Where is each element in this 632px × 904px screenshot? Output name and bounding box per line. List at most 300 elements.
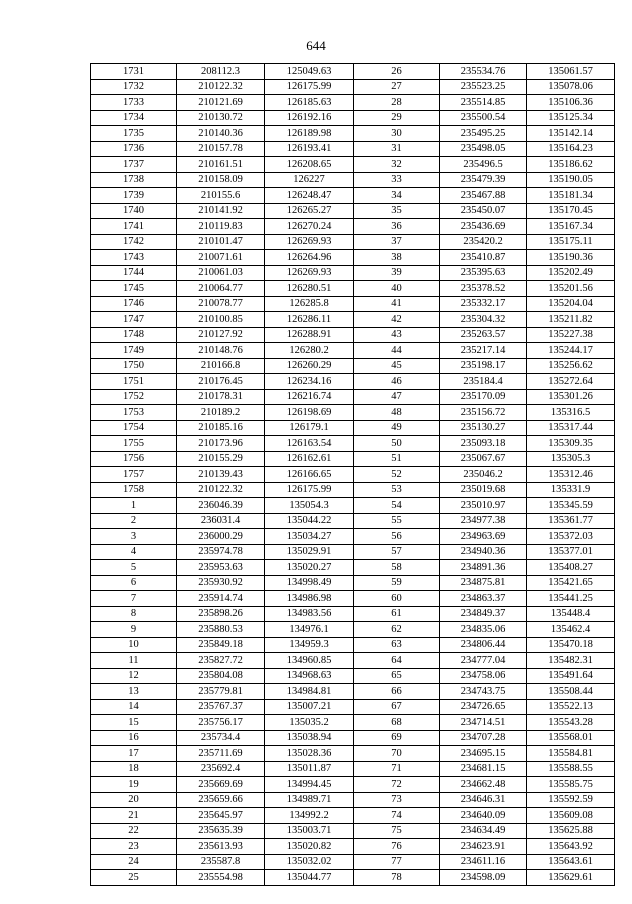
point-number-cell: 64 xyxy=(354,653,440,669)
point-number-cell: 56 xyxy=(354,529,440,545)
table-row xyxy=(91,699,615,715)
point-number-cell: 27 xyxy=(354,79,440,95)
table-row xyxy=(91,684,615,700)
x-coordinate-cell: 234598.09 xyxy=(440,870,527,886)
y-coordinate-cell: 135125.34 xyxy=(527,110,615,126)
x-coordinate-cell: 234640.09 xyxy=(440,808,527,824)
point-number-cell: 1754 xyxy=(91,420,177,436)
y-coordinate-cell: 126163.54 xyxy=(265,436,354,452)
point-number-cell: 78 xyxy=(354,870,440,886)
table-row xyxy=(91,839,615,855)
x-coordinate-cell: 234707.28 xyxy=(440,730,527,746)
table-row xyxy=(91,761,615,777)
x-coordinate-cell: 208112.3 xyxy=(177,64,265,80)
table-row xyxy=(91,870,615,886)
x-coordinate-cell: 210061.03 xyxy=(177,265,265,281)
x-coordinate-cell: 235734.4 xyxy=(177,730,265,746)
y-coordinate-cell: 135186.62 xyxy=(527,157,615,173)
x-coordinate-cell: 234646.31 xyxy=(440,792,527,808)
y-coordinate-cell: 126198.69 xyxy=(265,405,354,421)
y-coordinate-cell: 126248.47 xyxy=(265,188,354,204)
y-coordinate-cell: 126288.91 xyxy=(265,327,354,343)
point-number-cell: 49 xyxy=(354,420,440,436)
y-coordinate-cell: 135028.36 xyxy=(265,746,354,762)
y-coordinate-cell: 135543.28 xyxy=(527,715,615,731)
point-number-cell: 41 xyxy=(354,296,440,312)
point-number-cell: 77 xyxy=(354,854,440,870)
point-number-cell: 8 xyxy=(91,606,177,622)
x-coordinate-cell: 236031.4 xyxy=(177,513,265,529)
point-number-cell: 1731 xyxy=(91,64,177,80)
x-coordinate-cell: 234743.75 xyxy=(440,684,527,700)
x-coordinate-cell: 236046.39 xyxy=(177,498,265,514)
x-coordinate-cell: 210127.92 xyxy=(177,327,265,343)
x-coordinate-cell: 236000.29 xyxy=(177,529,265,545)
point-number-cell: 75 xyxy=(354,823,440,839)
point-number-cell: 18 xyxy=(91,761,177,777)
point-number-cell: 69 xyxy=(354,730,440,746)
table-row xyxy=(91,126,615,142)
x-coordinate-cell: 235554.98 xyxy=(177,870,265,886)
point-number-cell: 1750 xyxy=(91,358,177,374)
y-coordinate-cell: 135020.27 xyxy=(265,560,354,576)
y-coordinate-cell: 135003.71 xyxy=(265,823,354,839)
table-row xyxy=(91,808,615,824)
x-coordinate-cell: 210157.78 xyxy=(177,141,265,157)
table-row xyxy=(91,560,615,576)
table-row xyxy=(91,374,615,390)
table-row xyxy=(91,591,615,607)
x-coordinate-cell: 235420.2 xyxy=(440,234,527,250)
point-number-cell: 1732 xyxy=(91,79,177,95)
x-coordinate-cell: 235496.5 xyxy=(440,157,527,173)
point-number-cell: 1736 xyxy=(91,141,177,157)
table-row xyxy=(91,219,615,235)
y-coordinate-cell: 135244.17 xyxy=(527,343,615,359)
x-coordinate-cell: 210139.43 xyxy=(177,467,265,483)
point-number-cell: 62 xyxy=(354,622,440,638)
y-coordinate-cell: 135584.81 xyxy=(527,746,615,762)
y-coordinate-cell: 126265.27 xyxy=(265,203,354,219)
y-coordinate-cell: 135164.23 xyxy=(527,141,615,157)
x-coordinate-cell: 235479.39 xyxy=(440,172,527,188)
point-number-cell: 59 xyxy=(354,575,440,591)
point-number-cell: 32 xyxy=(354,157,440,173)
y-coordinate-cell: 135491.64 xyxy=(527,668,615,684)
table-row xyxy=(91,95,615,111)
x-coordinate-cell: 235974.78 xyxy=(177,544,265,560)
x-coordinate-cell: 234777.04 xyxy=(440,653,527,669)
x-coordinate-cell: 235914.74 xyxy=(177,591,265,607)
table-row xyxy=(91,467,615,483)
point-number-cell: 13 xyxy=(91,684,177,700)
y-coordinate-cell: 135202.49 xyxy=(527,265,615,281)
x-coordinate-cell: 210130.72 xyxy=(177,110,265,126)
point-number-cell: 16 xyxy=(91,730,177,746)
point-number-cell: 21 xyxy=(91,808,177,824)
x-coordinate-cell: 210122.32 xyxy=(177,482,265,498)
x-coordinate-cell: 235613.93 xyxy=(177,839,265,855)
y-coordinate-cell: 135305.3 xyxy=(527,451,615,467)
x-coordinate-cell: 210185.16 xyxy=(177,420,265,436)
point-number-cell: 31 xyxy=(354,141,440,157)
y-coordinate-cell: 126260.29 xyxy=(265,358,354,374)
point-number-cell: 1734 xyxy=(91,110,177,126)
point-number-cell: 29 xyxy=(354,110,440,126)
table-row xyxy=(91,451,615,467)
x-coordinate-cell: 235130.27 xyxy=(440,420,527,436)
point-number-cell: 68 xyxy=(354,715,440,731)
point-number-cell: 17 xyxy=(91,746,177,762)
point-number-cell: 1756 xyxy=(91,451,177,467)
point-number-cell: 67 xyxy=(354,699,440,715)
point-number-cell: 39 xyxy=(354,265,440,281)
y-coordinate-cell: 135011.87 xyxy=(265,761,354,777)
table-row xyxy=(91,637,615,653)
table-row xyxy=(91,312,615,328)
y-coordinate-cell: 126234.16 xyxy=(265,374,354,390)
point-number-cell: 33 xyxy=(354,172,440,188)
point-number-cell: 14 xyxy=(91,699,177,715)
x-coordinate-cell: 210121.69 xyxy=(177,95,265,111)
y-coordinate-cell: 125049.63 xyxy=(265,64,354,80)
y-coordinate-cell: 135522.13 xyxy=(527,699,615,715)
x-coordinate-cell: 234623.91 xyxy=(440,839,527,855)
y-coordinate-cell: 126216.74 xyxy=(265,389,354,405)
y-coordinate-cell: 134984.81 xyxy=(265,684,354,700)
x-coordinate-cell: 210161.51 xyxy=(177,157,265,173)
x-coordinate-cell: 210158.09 xyxy=(177,172,265,188)
x-coordinate-cell: 235898.26 xyxy=(177,606,265,622)
y-coordinate-cell: 135007.21 xyxy=(265,699,354,715)
x-coordinate-cell: 235587.8 xyxy=(177,854,265,870)
y-coordinate-cell: 134994.45 xyxy=(265,777,354,793)
point-number-cell: 26 xyxy=(354,64,440,80)
point-number-cell: 45 xyxy=(354,358,440,374)
y-coordinate-cell: 135588.55 xyxy=(527,761,615,777)
x-coordinate-cell: 235645.97 xyxy=(177,808,265,824)
x-coordinate-cell: 210189.2 xyxy=(177,405,265,421)
y-coordinate-cell: 135201.56 xyxy=(527,281,615,297)
x-coordinate-cell: 235467.88 xyxy=(440,188,527,204)
y-coordinate-cell: 135032.02 xyxy=(265,854,354,870)
x-coordinate-cell: 234849.37 xyxy=(440,606,527,622)
point-number-cell: 20 xyxy=(91,792,177,808)
point-number-cell: 1744 xyxy=(91,265,177,281)
y-coordinate-cell: 135038.94 xyxy=(265,730,354,746)
y-coordinate-cell: 135227.38 xyxy=(527,327,615,343)
x-coordinate-cell: 210071.61 xyxy=(177,250,265,266)
x-coordinate-cell: 235378.52 xyxy=(440,281,527,297)
x-coordinate-cell: 235767.37 xyxy=(177,699,265,715)
point-number-cell: 1735 xyxy=(91,126,177,142)
table-row xyxy=(91,157,615,173)
table-row xyxy=(91,777,615,793)
y-coordinate-cell: 126269.93 xyxy=(265,265,354,281)
table-row xyxy=(91,513,615,529)
y-coordinate-cell: 134989.71 xyxy=(265,792,354,808)
table-row xyxy=(91,203,615,219)
x-coordinate-cell: 235495.25 xyxy=(440,126,527,142)
table-row xyxy=(91,544,615,560)
x-coordinate-cell: 210064.77 xyxy=(177,281,265,297)
table-row xyxy=(91,498,615,514)
y-coordinate-cell: 135609.08 xyxy=(527,808,615,824)
y-coordinate-cell: 135592.59 xyxy=(527,792,615,808)
point-number-cell: 1748 xyxy=(91,327,177,343)
point-number-cell: 30 xyxy=(354,126,440,142)
x-coordinate-cell: 210155.29 xyxy=(177,451,265,467)
x-coordinate-cell: 234611.16 xyxy=(440,854,527,870)
point-number-cell: 1746 xyxy=(91,296,177,312)
y-coordinate-cell: 135181.34 xyxy=(527,188,615,204)
y-coordinate-cell: 135034.27 xyxy=(265,529,354,545)
y-coordinate-cell: 135316.5 xyxy=(527,405,615,421)
y-coordinate-cell: 134998.49 xyxy=(265,575,354,591)
y-coordinate-cell: 126175.99 xyxy=(265,482,354,498)
point-number-cell: 1752 xyxy=(91,389,177,405)
x-coordinate-cell: 235217.14 xyxy=(440,343,527,359)
x-coordinate-cell: 234806.44 xyxy=(440,637,527,653)
x-coordinate-cell: 235804.08 xyxy=(177,668,265,684)
point-number-cell: 1753 xyxy=(91,405,177,421)
x-coordinate-cell: 234891.36 xyxy=(440,560,527,576)
x-coordinate-cell: 235779.81 xyxy=(177,684,265,700)
x-coordinate-cell: 235046.2 xyxy=(440,467,527,483)
point-number-cell: 1742 xyxy=(91,234,177,250)
y-coordinate-cell: 135312.46 xyxy=(527,467,615,483)
y-coordinate-cell: 135345.59 xyxy=(527,498,615,514)
x-coordinate-cell: 235635.39 xyxy=(177,823,265,839)
y-coordinate-cell: 135448.4 xyxy=(527,606,615,622)
point-number-cell: 1 xyxy=(91,498,177,514)
x-coordinate-cell: 210100.85 xyxy=(177,312,265,328)
point-number-cell: 74 xyxy=(354,808,440,824)
y-coordinate-cell: 135361.77 xyxy=(527,513,615,529)
x-coordinate-cell: 210166.8 xyxy=(177,358,265,374)
x-coordinate-cell: 234695.15 xyxy=(440,746,527,762)
y-coordinate-cell: 126166.65 xyxy=(265,467,354,483)
y-coordinate-cell: 135508.44 xyxy=(527,684,615,700)
table-row xyxy=(91,327,615,343)
x-coordinate-cell: 210141.92 xyxy=(177,203,265,219)
table-row xyxy=(91,79,615,95)
x-coordinate-cell: 235711.69 xyxy=(177,746,265,762)
table-row xyxy=(91,792,615,808)
y-coordinate-cell: 135317.44 xyxy=(527,420,615,436)
x-coordinate-cell: 210119.83 xyxy=(177,219,265,235)
y-coordinate-cell: 134986.98 xyxy=(265,591,354,607)
point-number-cell: 1738 xyxy=(91,172,177,188)
y-coordinate-cell: 135629.61 xyxy=(527,870,615,886)
y-coordinate-cell: 126286.11 xyxy=(265,312,354,328)
x-coordinate-cell: 210173.96 xyxy=(177,436,265,452)
point-number-cell: 37 xyxy=(354,234,440,250)
y-coordinate-cell: 135441.25 xyxy=(527,591,615,607)
y-coordinate-cell: 135625.88 xyxy=(527,823,615,839)
x-coordinate-cell: 235184.4 xyxy=(440,374,527,390)
x-coordinate-cell: 210178.31 xyxy=(177,389,265,405)
table-row xyxy=(91,110,615,126)
point-number-cell: 19 xyxy=(91,777,177,793)
y-coordinate-cell: 126192.16 xyxy=(265,110,354,126)
x-coordinate-cell: 235067.67 xyxy=(440,451,527,467)
point-number-cell: 7 xyxy=(91,591,177,607)
y-coordinate-cell: 135462.4 xyxy=(527,622,615,638)
point-number-cell: 51 xyxy=(354,451,440,467)
x-coordinate-cell: 235395.63 xyxy=(440,265,527,281)
table-row xyxy=(91,405,615,421)
y-coordinate-cell: 135377.01 xyxy=(527,544,615,560)
point-number-cell: 12 xyxy=(91,668,177,684)
point-number-cell: 36 xyxy=(354,219,440,235)
point-number-cell: 23 xyxy=(91,839,177,855)
x-coordinate-cell: 210101.47 xyxy=(177,234,265,250)
point-number-cell: 1741 xyxy=(91,219,177,235)
y-coordinate-cell: 134959.3 xyxy=(265,637,354,653)
point-number-cell: 54 xyxy=(354,498,440,514)
y-coordinate-cell: 126208.65 xyxy=(265,157,354,173)
point-number-cell: 3 xyxy=(91,529,177,545)
x-coordinate-cell: 235669.69 xyxy=(177,777,265,793)
table-row xyxy=(91,343,615,359)
table-row xyxy=(91,854,615,870)
y-coordinate-cell: 126280.2 xyxy=(265,343,354,359)
y-coordinate-cell: 134992.2 xyxy=(265,808,354,824)
y-coordinate-cell: 135470.18 xyxy=(527,637,615,653)
table-row xyxy=(91,358,615,374)
point-number-cell: 1739 xyxy=(91,188,177,204)
x-coordinate-cell: 234863.37 xyxy=(440,591,527,607)
table-row xyxy=(91,296,615,312)
y-coordinate-cell: 135585.75 xyxy=(527,777,615,793)
point-number-cell: 52 xyxy=(354,467,440,483)
table-row xyxy=(91,653,615,669)
point-number-cell: 34 xyxy=(354,188,440,204)
x-coordinate-cell: 234681.15 xyxy=(440,761,527,777)
y-coordinate-cell: 126280.51 xyxy=(265,281,354,297)
y-coordinate-cell: 126285.8 xyxy=(265,296,354,312)
point-number-cell: 63 xyxy=(354,637,440,653)
x-coordinate-cell: 235880.53 xyxy=(177,622,265,638)
point-number-cell: 71 xyxy=(354,761,440,777)
y-coordinate-cell: 135190.36 xyxy=(527,250,615,266)
y-coordinate-cell: 135421.65 xyxy=(527,575,615,591)
x-coordinate-cell: 235514.85 xyxy=(440,95,527,111)
y-coordinate-cell: 135078.06 xyxy=(527,79,615,95)
point-number-cell: 47 xyxy=(354,389,440,405)
point-number-cell: 72 xyxy=(354,777,440,793)
point-number-cell: 15 xyxy=(91,715,177,731)
y-coordinate-cell: 135142.14 xyxy=(527,126,615,142)
y-coordinate-cell: 135035.2 xyxy=(265,715,354,731)
x-coordinate-cell: 234940.36 xyxy=(440,544,527,560)
x-coordinate-cell: 235500.54 xyxy=(440,110,527,126)
y-coordinate-cell: 135044.77 xyxy=(265,870,354,886)
y-coordinate-cell: 135029.91 xyxy=(265,544,354,560)
y-coordinate-cell: 135331.9 xyxy=(527,482,615,498)
point-number-cell: 50 xyxy=(354,436,440,452)
y-coordinate-cell: 135061.57 xyxy=(527,64,615,80)
point-number-cell: 25 xyxy=(91,870,177,886)
table-row xyxy=(91,529,615,545)
point-number-cell: 1743 xyxy=(91,250,177,266)
y-coordinate-cell: 134983.56 xyxy=(265,606,354,622)
point-number-cell: 1757 xyxy=(91,467,177,483)
coordinates-table xyxy=(90,63,615,886)
point-number-cell: 1745 xyxy=(91,281,177,297)
y-coordinate-cell: 135054.3 xyxy=(265,498,354,514)
y-coordinate-cell: 126185.63 xyxy=(265,95,354,111)
x-coordinate-cell: 210122.32 xyxy=(177,79,265,95)
table-row xyxy=(91,730,615,746)
x-coordinate-cell: 235523.25 xyxy=(440,79,527,95)
table-row xyxy=(91,265,615,281)
x-coordinate-cell: 234835.06 xyxy=(440,622,527,638)
table-row xyxy=(91,420,615,436)
table-row xyxy=(91,482,615,498)
point-number-cell: 1751 xyxy=(91,374,177,390)
x-coordinate-cell: 235304.32 xyxy=(440,312,527,328)
y-coordinate-cell: 126189.98 xyxy=(265,126,354,142)
table-row xyxy=(91,622,615,638)
point-number-cell: 76 xyxy=(354,839,440,855)
y-coordinate-cell: 135190.05 xyxy=(527,172,615,188)
table-row xyxy=(91,823,615,839)
point-number-cell: 28 xyxy=(354,95,440,111)
point-number-cell: 43 xyxy=(354,327,440,343)
x-coordinate-cell: 234977.38 xyxy=(440,513,527,529)
point-number-cell: 42 xyxy=(354,312,440,328)
point-number-cell: 48 xyxy=(354,405,440,421)
point-number-cell: 1749 xyxy=(91,343,177,359)
y-coordinate-cell: 134968.63 xyxy=(265,668,354,684)
point-number-cell: 57 xyxy=(354,544,440,560)
point-number-cell: 53 xyxy=(354,482,440,498)
table-row xyxy=(91,250,615,266)
y-coordinate-cell: 135301.26 xyxy=(527,389,615,405)
x-coordinate-cell: 235093.18 xyxy=(440,436,527,452)
x-coordinate-cell: 234634.49 xyxy=(440,823,527,839)
y-coordinate-cell: 126264.96 xyxy=(265,250,354,266)
y-coordinate-cell: 135020.82 xyxy=(265,839,354,855)
point-number-cell: 1758 xyxy=(91,482,177,498)
coordinates-table-body xyxy=(91,64,615,886)
table-row xyxy=(91,188,615,204)
table-row xyxy=(91,668,615,684)
x-coordinate-cell: 234875.81 xyxy=(440,575,527,591)
table-row xyxy=(91,715,615,731)
x-coordinate-cell: 235692.4 xyxy=(177,761,265,777)
x-coordinate-cell: 235332.17 xyxy=(440,296,527,312)
y-coordinate-cell: 135170.45 xyxy=(527,203,615,219)
x-coordinate-cell: 235019.68 xyxy=(440,482,527,498)
x-coordinate-cell: 235953.63 xyxy=(177,560,265,576)
point-number-cell: 1740 xyxy=(91,203,177,219)
point-number-cell: 55 xyxy=(354,513,440,529)
point-number-cell: 2 xyxy=(91,513,177,529)
x-coordinate-cell: 235930.92 xyxy=(177,575,265,591)
y-coordinate-cell: 126193.41 xyxy=(265,141,354,157)
y-coordinate-cell: 135175.11 xyxy=(527,234,615,250)
x-coordinate-cell: 235436.69 xyxy=(440,219,527,235)
x-coordinate-cell: 235827.72 xyxy=(177,653,265,669)
y-coordinate-cell: 135106.36 xyxy=(527,95,615,111)
point-number-cell: 1733 xyxy=(91,95,177,111)
y-coordinate-cell: 135204.04 xyxy=(527,296,615,312)
table-row xyxy=(91,746,615,762)
table-row xyxy=(91,234,615,250)
